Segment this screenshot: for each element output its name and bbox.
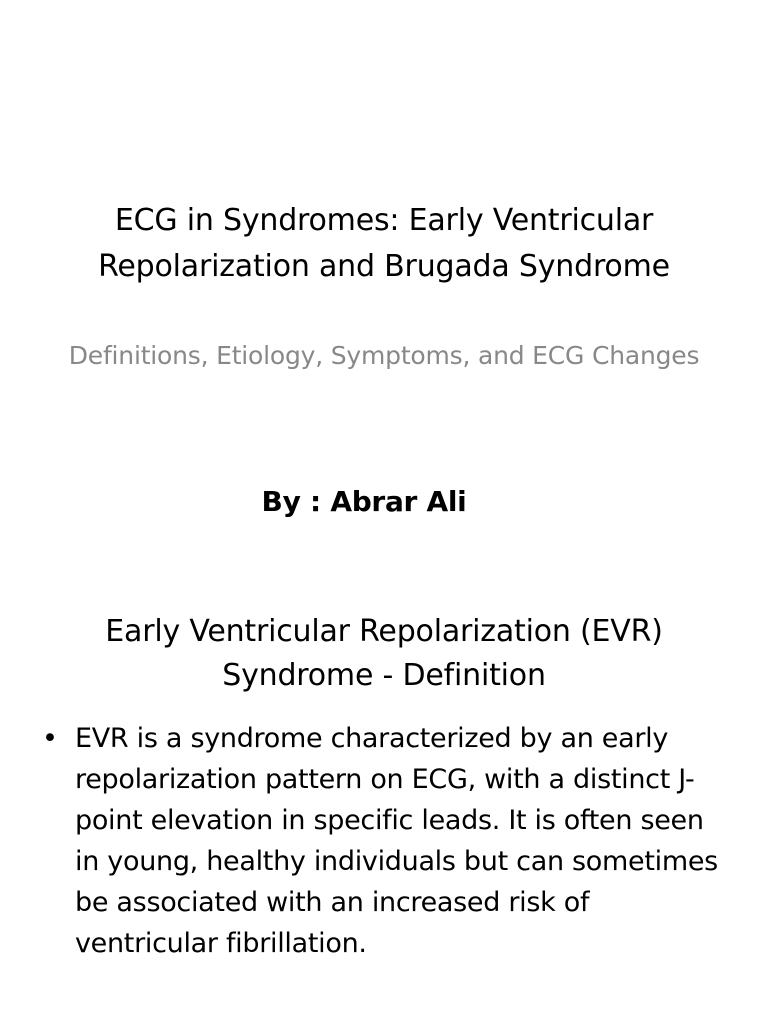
bullet-list (40, 718, 720, 964)
presentation-subtitle: Definitions, Etiology, Symptoms, and ECG Changes (68, 341, 700, 370)
content-slide (0, 560, 768, 1024)
bullet-item (40, 718, 720, 964)
bullet-text: EVR is a syndrome characterized by an early repolarization pattern on ECG, with a distinct J-point elevation in specific leads. It is often seen in young, healthy individuals but can sometimes be associated with an increased risk of ventricular fibrillation. (75, 723, 718, 959)
presentation-title: ECG in Syndromes: Early Ventricular Repolarization and Brugada Syndrome (98, 203, 670, 284)
bullet-icon: • (42, 723, 58, 754)
slide-title: Early Ventricular Repolarization (EVR) Syndrome - Definition (105, 614, 663, 693)
author-line: By : Abrar Ali (261, 485, 467, 518)
